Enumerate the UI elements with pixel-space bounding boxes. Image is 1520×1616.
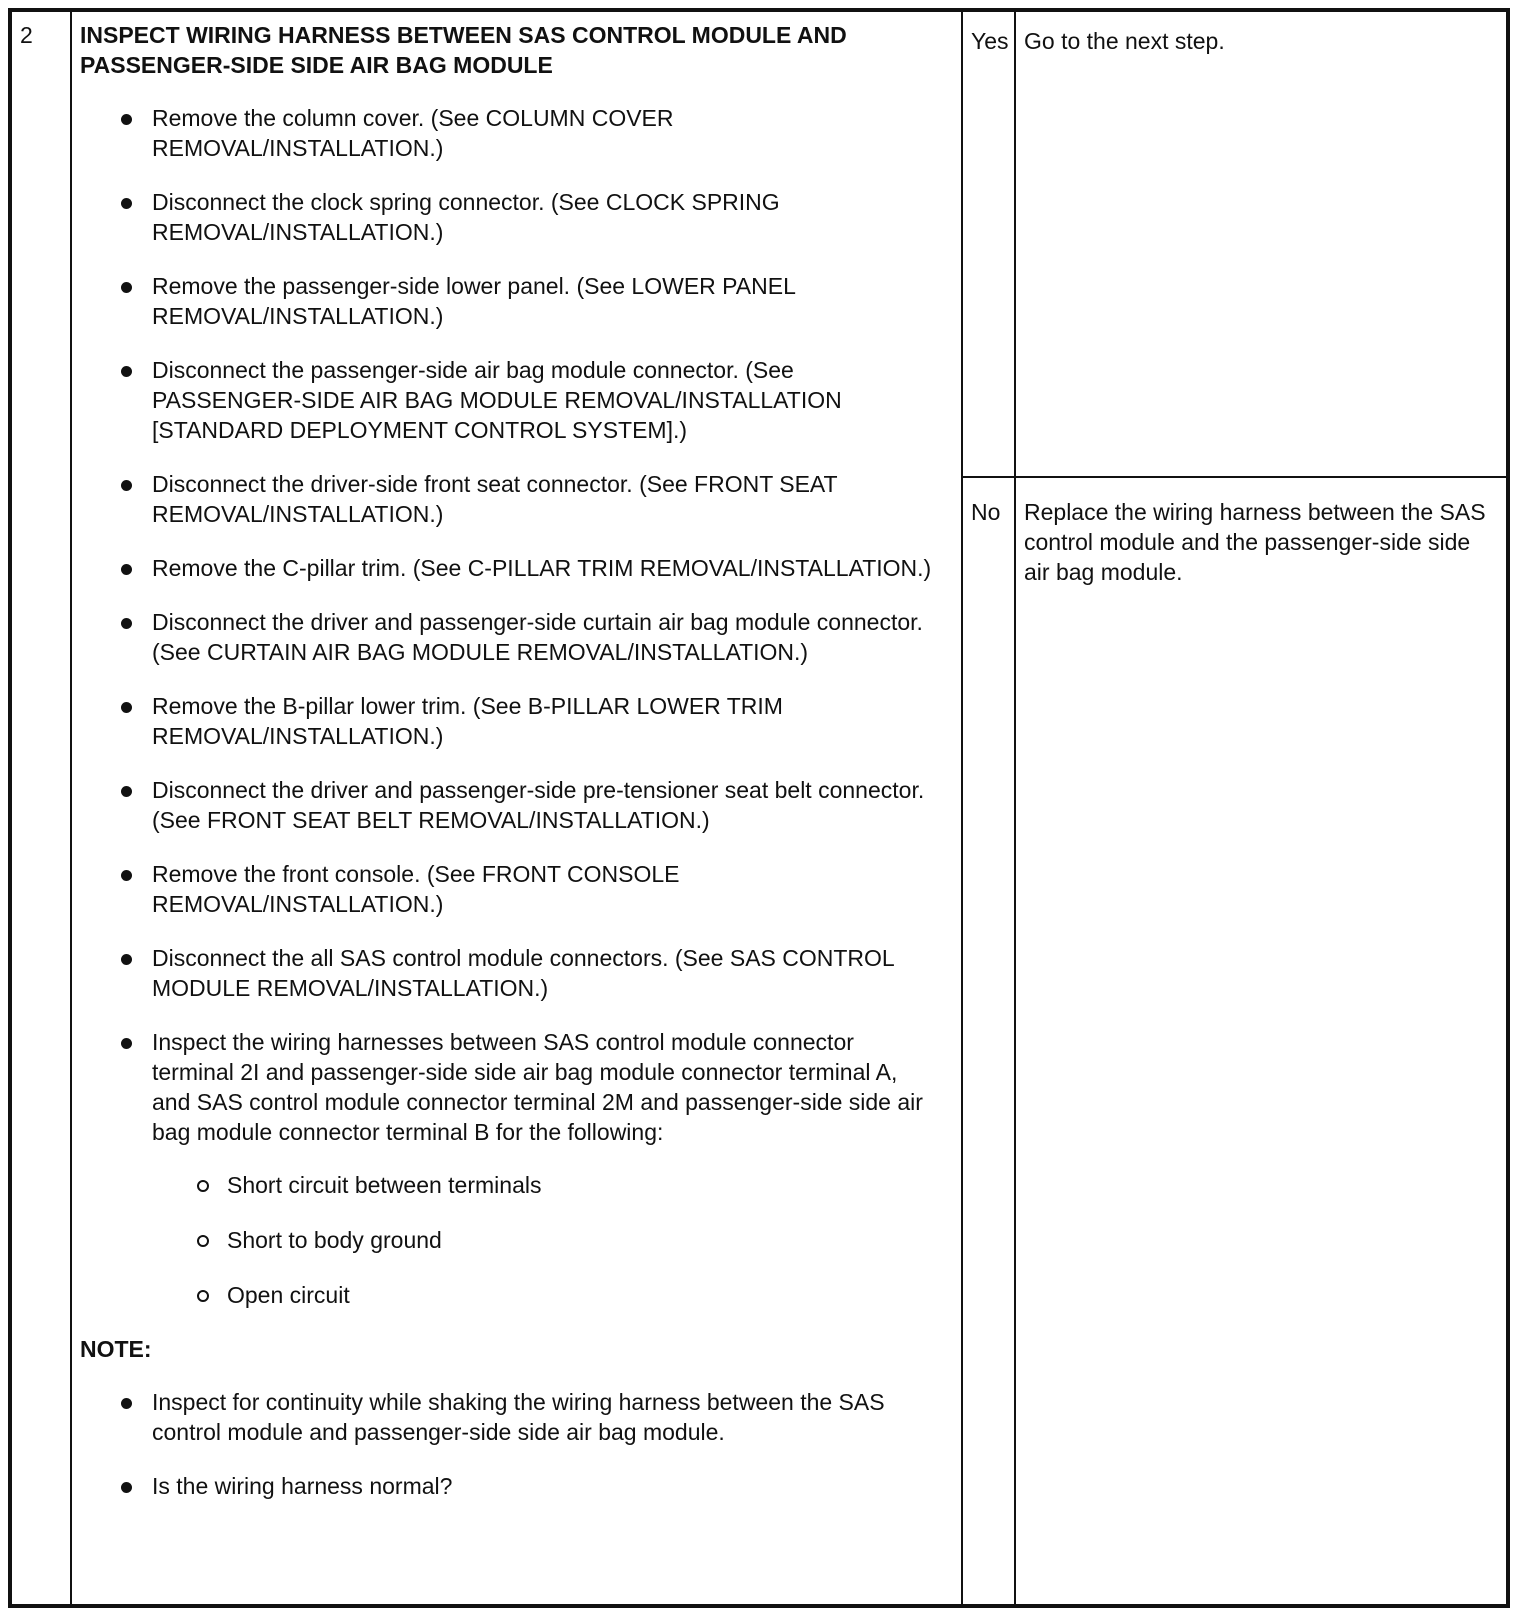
note-list bbox=[80, 1387, 942, 1501]
sub-list-item: Short circuit between terminals bbox=[152, 1170, 942, 1200]
row-divider bbox=[961, 476, 1506, 478]
bullet-icon bbox=[121, 1482, 132, 1493]
yes-action: Go to the next step. bbox=[1024, 28, 1225, 54]
bullet-icon bbox=[121, 198, 132, 209]
note-label: NOTE: bbox=[80, 1336, 152, 1362]
list-item: Remove the C-pillar trim. (See C-PILLAR TRIM REMOVAL/INSTALLATION.) bbox=[80, 553, 942, 583]
sub-list-item: Short to body ground bbox=[152, 1225, 942, 1255]
sub-list bbox=[152, 1170, 942, 1310]
circle-bullet-icon bbox=[197, 1235, 209, 1247]
circle-bullet-icon bbox=[197, 1290, 209, 1302]
step-content bbox=[80, 20, 942, 1525]
list-item: Remove the B-pillar lower trim. (See B-PILLAR LOWER TRIM REMOVAL/INSTALLATION.) bbox=[80, 691, 942, 751]
list-item: Inspect the wiring harnesses between SAS control module connector terminal 2I and passenger-side side air bag module connector terminal A, and SAS control module connector terminal 2M and passenger-side side air bag module connector terminal B for the following: Short circuit between terminals Short to body ground Open circuit bbox=[80, 1027, 942, 1310]
bullet-icon bbox=[121, 1398, 132, 1409]
bullet-icon bbox=[121, 282, 132, 293]
list-item: Inspect for continuity while shaking the wiring harness between the SAS control module and passenger-side side air bag module. bbox=[80, 1387, 942, 1447]
bullet-icon bbox=[121, 480, 132, 491]
bullet-icon bbox=[121, 366, 132, 377]
bullet-icon bbox=[121, 618, 132, 629]
list-item: Remove the passenger-side lower panel. (See LOWER PANEL REMOVAL/INSTALLATION.) bbox=[80, 271, 942, 331]
list-item: Disconnect the driver and passenger-side curtain air bag module connector. (See CURTAIN AIR BAG MODULE REMOVAL/INSTALLATION.) bbox=[80, 607, 942, 667]
no-label: No bbox=[971, 499, 1001, 525]
column-divider bbox=[1014, 12, 1016, 1604]
step-title: INSPECT WIRING HARNESS BETWEEN SAS CONTROL MODULE AND PASSENGER-SIDE SIDE AIR BAG MODULE bbox=[80, 22, 847, 78]
list-item: Is the wiring harness normal? bbox=[80, 1471, 942, 1501]
list-item: Remove the column cover. (See COLUMN COVER REMOVAL/INSTALLATION.) bbox=[80, 103, 942, 163]
yes-label: Yes bbox=[971, 28, 1009, 54]
list-item: Remove the front console. (See FRONT CONSOLE REMOVAL/INSTALLATION.) bbox=[80, 859, 942, 919]
column-divider bbox=[70, 12, 72, 1604]
list-item: Disconnect the passenger-side air bag module connector. (See PASSENGER-SIDE AIR BAG MODULE REMOVAL/INSTALLATION [STANDARD DEPLOYMENT CONTROL SYSTEM].) bbox=[80, 355, 942, 445]
bullet-icon bbox=[121, 702, 132, 713]
bullet-icon bbox=[121, 114, 132, 125]
procedure-table bbox=[8, 8, 1510, 1608]
step-number: 2 bbox=[20, 22, 33, 48]
sub-list-item: Open circuit bbox=[152, 1280, 942, 1310]
bullet-icon bbox=[121, 564, 132, 575]
bullet-icon bbox=[121, 954, 132, 965]
bullet-icon bbox=[121, 1038, 132, 1049]
list-item: Disconnect the driver-side front seat connector. (See FRONT SEAT REMOVAL/INSTALLATION.) bbox=[80, 469, 942, 529]
instruction-list bbox=[80, 103, 942, 1310]
bullet-icon bbox=[121, 786, 132, 797]
circle-bullet-icon bbox=[197, 1180, 209, 1192]
list-item: Disconnect the all SAS control module connectors. (See SAS CONTROL MODULE REMOVAL/INSTALLATION.) bbox=[80, 943, 942, 1003]
column-divider bbox=[961, 12, 963, 1604]
list-item: Disconnect the clock spring connector. (See CLOCK SPRING REMOVAL/INSTALLATION.) bbox=[80, 187, 942, 247]
no-action: Replace the wiring harness between the SAS control module and the passenger-side side air bag module. bbox=[1024, 499, 1486, 585]
bullet-icon bbox=[121, 870, 132, 881]
list-item: Disconnect the driver and passenger-side pre-tensioner seat belt connector. (See FRONT SEAT BELT REMOVAL/INSTALLATION.) bbox=[80, 775, 942, 835]
